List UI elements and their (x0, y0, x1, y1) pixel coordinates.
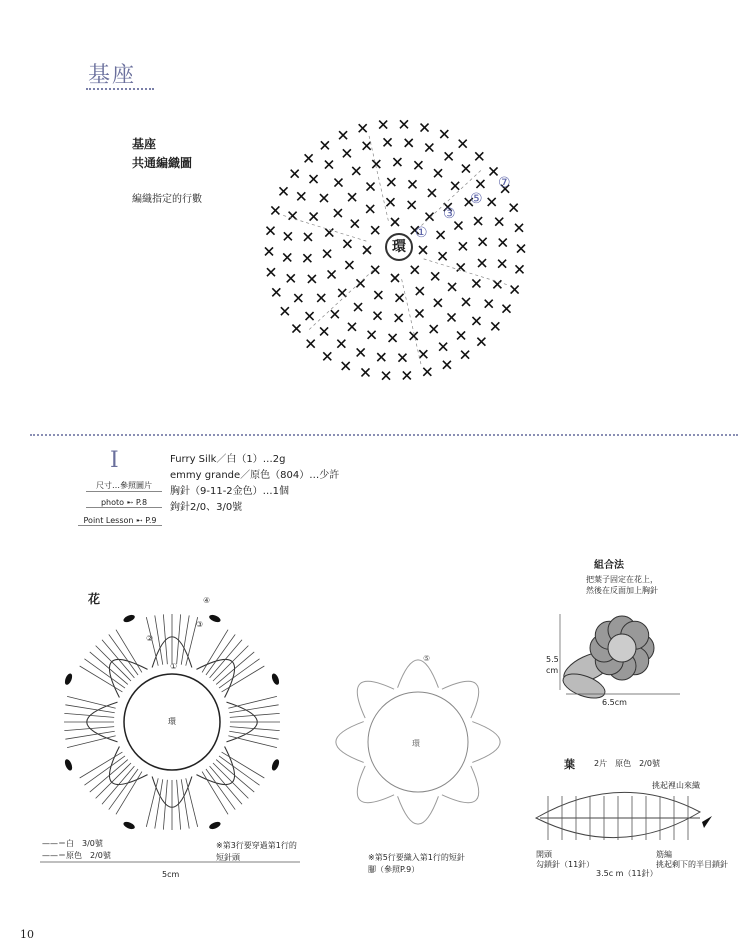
stitch-x (475, 152, 483, 160)
stitch-x (272, 288, 280, 296)
material-item: emmy grande／原色（804）…少許 (170, 470, 340, 481)
stitch-x (371, 226, 379, 234)
size-ref: 尺寸…參照圖片 (86, 480, 162, 492)
stitch-x (421, 124, 429, 132)
stitch-x (323, 250, 331, 258)
stitch-x (321, 141, 329, 149)
flower-stitch (90, 760, 128, 792)
stitch-x (511, 286, 519, 294)
flower2-round-5: ⑤ (423, 654, 431, 663)
stitch-x (477, 338, 485, 346)
stitch-x (437, 231, 445, 239)
stitch-x (342, 362, 350, 370)
chain-marker (63, 672, 73, 685)
stitch-x (325, 161, 333, 169)
stitch-x (396, 294, 404, 302)
increase-guide (307, 270, 373, 331)
assembly-center (608, 634, 636, 662)
flower-stitch (210, 640, 242, 678)
flower-stitch (84, 756, 125, 785)
flower2-petal (336, 722, 364, 763)
assembly-label: 組合法 (594, 560, 624, 571)
stitch-x (287, 274, 295, 282)
stitch-x (448, 313, 456, 321)
stitch-x (310, 175, 318, 183)
stitch-x (331, 310, 339, 318)
chain-marker (270, 758, 280, 771)
stitch-x (281, 307, 289, 315)
assembly-figure (559, 614, 680, 703)
chain-marker (122, 613, 135, 623)
stitch-x (443, 361, 451, 369)
stitch-x (303, 254, 311, 262)
legend-white: ——＝白 3/0號 (42, 839, 103, 848)
increase-guide (424, 259, 510, 286)
stitch-x (430, 325, 438, 333)
flower-label: 花 (88, 592, 101, 606)
stitch-x (451, 182, 459, 190)
stitch-x (461, 351, 469, 359)
stitch-x (292, 325, 300, 333)
stitch-x (338, 289, 346, 297)
flower-stitch (84, 659, 125, 688)
flower-stitch (222, 752, 265, 778)
stitch-x (398, 354, 406, 362)
stitch-x (439, 343, 447, 351)
stitch-x (478, 259, 486, 267)
material-item: 鉤針2/0、3/0號 (170, 502, 243, 513)
stitch-x (419, 350, 427, 358)
flower-stitch (219, 756, 260, 785)
flower-stitch (216, 760, 254, 792)
flower-stitch (213, 763, 248, 798)
stitch-x (387, 178, 395, 186)
stitch-x (357, 348, 365, 356)
stitch-x (454, 222, 462, 230)
stitch-x (291, 170, 299, 178)
stitch-x (371, 266, 379, 274)
stitch-x (379, 121, 387, 129)
base-subtitle: 共通編織圖 (132, 156, 193, 170)
stitch-x (499, 239, 507, 247)
flower-stitch (109, 769, 138, 810)
leaf-note-rib: 筋編 挑起剩下的半目鎖針 (656, 850, 728, 869)
round-marker-1: ① (415, 225, 428, 241)
stitch-x (391, 218, 399, 226)
stitch-x (493, 280, 501, 288)
stitch-x (389, 334, 397, 342)
flower2-petal (357, 681, 394, 718)
stitch-x (363, 142, 371, 150)
stitch-x (476, 180, 484, 188)
flower-stitch (210, 766, 242, 804)
base-label: 基座 (132, 137, 157, 151)
flower-stitch (202, 772, 228, 815)
stitch-x (361, 368, 369, 376)
flower-ring-label: 環 (168, 717, 176, 726)
stitch-x (403, 371, 411, 379)
material-item: 胸針（9-11-2金色）…1個 (170, 486, 290, 497)
stitch-x (363, 246, 371, 254)
stitch-x (472, 317, 480, 325)
stitch-x (517, 245, 525, 253)
stitch-x (307, 340, 315, 348)
stitch-x (498, 260, 506, 268)
leaf-label: 葉 (564, 758, 575, 771)
stitch-x (354, 303, 362, 311)
stitch-x (337, 340, 345, 348)
stitch-x (352, 167, 360, 175)
stitch-x (328, 270, 336, 278)
flower-stitch (202, 630, 228, 673)
stitch-x (457, 331, 465, 339)
stitch-x (415, 309, 423, 317)
flower-stitch (116, 772, 142, 815)
section-divider (30, 434, 738, 436)
stitch-x (395, 314, 403, 322)
flower-stitch (80, 752, 123, 778)
flower-stitch (96, 763, 131, 798)
stitch-x (359, 124, 367, 132)
flower2-ring-label: 環 (412, 739, 420, 748)
page-number: 10 (20, 928, 34, 941)
chain-marker (208, 820, 221, 830)
stitch-x (343, 149, 351, 157)
flower-stitch (102, 640, 134, 678)
stitch-x (320, 194, 328, 202)
stitch-x (386, 198, 394, 206)
assembly-note: 把葉子固定在花上， 然後在反面加上胸針 (586, 575, 658, 595)
photo-ref: photo ➸ P.8 (86, 498, 162, 508)
stitch-x (266, 227, 274, 235)
leaf-note-start: 開頭 勾鎖針（11針） (536, 850, 595, 869)
stitch-x (317, 294, 325, 302)
stitch-x (283, 253, 291, 261)
flower-stitch (206, 769, 235, 810)
stitch-x (408, 180, 416, 188)
flower-stitch (116, 630, 142, 673)
flower2-petal (442, 766, 479, 803)
flower2-petal (398, 660, 439, 688)
materials-list (170, 452, 339, 516)
flower-round-4: ④ (203, 596, 211, 605)
stitch-x (366, 205, 374, 213)
stitch-x (304, 233, 312, 241)
stitch-x (368, 331, 376, 339)
flower2-note: ※第5行要織入第1行的短針 腳（參照P.9） (368, 853, 465, 874)
leaf-note-back: 挑起裡山來織 (652, 781, 700, 790)
base-ring-label: 環 (385, 233, 413, 261)
stitch-x (284, 232, 292, 240)
stitch-x (334, 209, 342, 217)
increase-guide (280, 215, 366, 242)
stitch-x (459, 242, 467, 250)
stitch-x (267, 268, 275, 276)
stitch-x (348, 323, 356, 331)
stitch-x (351, 220, 359, 228)
flower2-petal (398, 796, 439, 824)
flower-stitch (213, 646, 248, 681)
stitch-x (462, 298, 470, 306)
stitch-x (485, 300, 493, 308)
flower-stitch (80, 666, 123, 692)
stitch-x (382, 372, 390, 380)
flower-stitch (109, 634, 138, 675)
stitch-x (502, 305, 510, 313)
stitch-x (488, 198, 496, 206)
stitch-x (516, 265, 524, 273)
stitch-x (491, 322, 499, 330)
stitch-x (426, 213, 434, 221)
stitch-x (474, 217, 482, 225)
stitch-x (374, 291, 382, 299)
stitch-x (308, 275, 316, 283)
flower-stitch (216, 652, 254, 684)
flower-legend (42, 838, 111, 862)
stitch-x (348, 193, 356, 201)
stitch-x (479, 238, 487, 246)
stitch-x (343, 240, 351, 248)
stitch-x (377, 353, 385, 361)
stitch-x (445, 152, 453, 160)
leaf-spec: 2片 原色 2/0號 (594, 759, 660, 768)
stitch-x (408, 201, 416, 209)
material-item: Furry Silk／白（1）…2g (170, 454, 286, 465)
stitch-x (411, 266, 419, 274)
chain-marker (63, 758, 73, 771)
assembly-width: 6.5cm (602, 698, 627, 707)
stitch-x (323, 352, 331, 360)
chain-marker (208, 613, 221, 623)
flower-stitch (206, 634, 235, 675)
flower-stitch (222, 666, 265, 692)
stitch-x (334, 179, 342, 187)
stitch-x (434, 299, 442, 307)
section-title: 基座 (88, 63, 137, 88)
stitch-x (495, 218, 503, 226)
stitch-x (515, 224, 523, 232)
flower-stitch (102, 766, 134, 804)
flower2-petal (442, 681, 479, 718)
stitch-x (490, 167, 498, 175)
stitch-x (391, 274, 399, 282)
assembly-height: 5.5 cm (546, 655, 559, 675)
flower-stitch (219, 659, 260, 688)
stitch-x (265, 247, 273, 255)
stitch-x (305, 154, 313, 162)
round-marker-5: ⑤ (470, 191, 483, 207)
stitch-x (306, 312, 314, 320)
round-marker-3: ③ (443, 206, 456, 222)
stitch-x (297, 192, 305, 200)
stitch-x (439, 252, 447, 260)
stitch-x (339, 131, 347, 139)
stitch-x (294, 294, 302, 302)
base-note: 編織指定的行數 (132, 194, 202, 205)
chain-marker (122, 820, 135, 830)
stitch-x (434, 169, 442, 177)
stitch-x (393, 158, 401, 166)
stitch-x (289, 212, 297, 220)
pattern-index: I (110, 448, 119, 473)
stitch-x (400, 120, 408, 128)
stitch-x (414, 161, 422, 169)
flower-round-2: ② (146, 634, 154, 643)
stitch-x (431, 272, 439, 280)
stitch-x (405, 139, 413, 147)
round-marker-7: ⑦ (498, 175, 511, 191)
flower-note: ※第3行要穿過第1行的 短針頭 (216, 841, 297, 862)
stitch-x (345, 261, 353, 269)
flower2-petal (472, 722, 500, 763)
stitch-x (320, 327, 328, 335)
stitch-x (462, 165, 470, 173)
flower2-petal (357, 766, 394, 803)
flower-round-1: ① (170, 662, 178, 671)
stitch-x (423, 368, 431, 376)
stitch-x (271, 206, 279, 214)
leaf-width: 3.5c m（11針） (596, 869, 658, 878)
flower-round-3: ③ (196, 620, 204, 629)
flower-stitch (96, 646, 131, 681)
stitch-x (459, 140, 467, 148)
stitch-x (416, 287, 424, 295)
chain-marker (270, 672, 280, 685)
flower-chart (40, 613, 300, 862)
legend-natural: ——＝原色 2/0號 (42, 851, 111, 860)
stitch-x (419, 246, 427, 254)
stitch-x (472, 279, 480, 287)
stitch-x (448, 283, 456, 291)
stitch-x (367, 183, 375, 191)
stitch-x (428, 189, 436, 197)
stitch-x (374, 312, 382, 320)
stitch-x (310, 213, 318, 221)
stitch-x (356, 279, 364, 287)
flower-width: 5cm (162, 870, 180, 879)
leaf-chart (536, 792, 712, 840)
stitch-x (425, 144, 433, 152)
leaf-arrow (702, 816, 712, 828)
stitch-x (510, 204, 518, 212)
stitch-x (280, 187, 288, 195)
lesson-ref: Point Lesson ➸ P.9 (78, 516, 162, 526)
stitch-x (440, 130, 448, 138)
flower-stitch (90, 652, 128, 684)
stitch-x (384, 138, 392, 146)
